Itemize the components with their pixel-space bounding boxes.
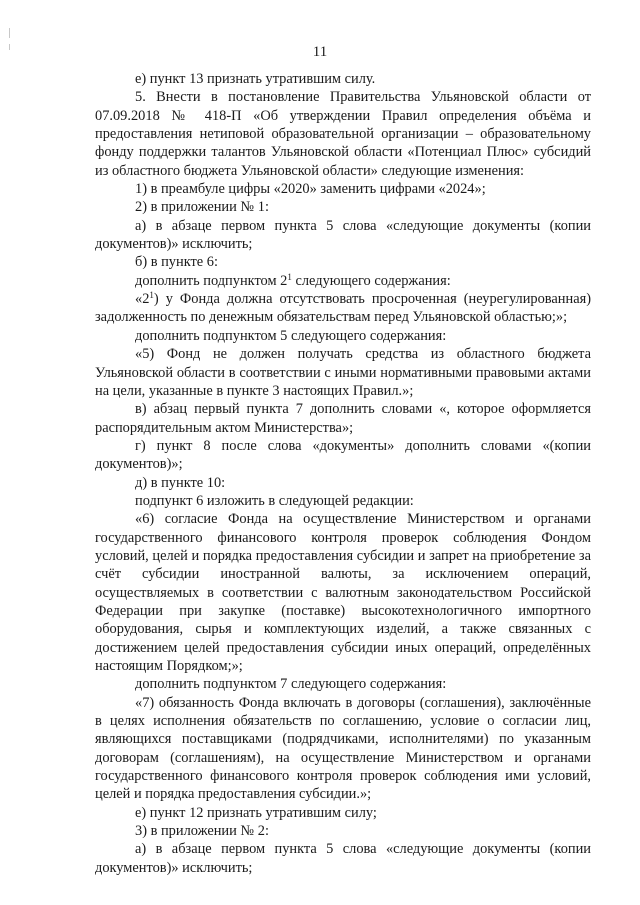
paragraph: в) абзац первый пункта 7 дополнить словами «, которое оформляется распорядительным актом Министерства»; — [95, 401, 591, 436]
paragraph: дополнить подпунктом 5 следующего содержания: — [135, 327, 447, 344]
paragraph-text: следующего содержания: — [291, 272, 451, 289]
paragraph: г) пункт 8 после слова «документы» дополнить словами «(копии документов)»; — [95, 437, 591, 473]
paragraph-text: ) у Фонда должна отсутствовать просроченная (неурегулированная) задолженность по денежным обязательствам перед Ульяновской областью;»; — [95, 291, 591, 326]
paragraph: «6) согласие Фонда на осуществление Министерством и органами государственного финансового контроля проверок соблюдения Фондом условий, целей и порядка предоставления субсидии и запрет на приобретение за счёт субсидии иностранной валюты, за исключением операций, осуществляемых в соответствии с валютным законодательством Российской Федерации при закупке (поставке) высокотехнологичного импортного оборудования, сырья и комплектующих изделий, а также связанных с достижением целей предоставления субсидии иных операций, определённых настоящим Порядком;»; — [95, 511, 591, 674]
paragraph: подпункт 6 изложить в следующей редакции: — [135, 492, 414, 509]
paragraph: 1) в преамбуле цифры «2020» заменить цифрами «2024»; — [135, 181, 486, 198]
paragraph: е) пункт 13 признать утратившим силу. — [135, 71, 376, 87]
paragraph: а) в абзаце первом пункта 5 слова «следующие документы (копии документов)» исключить; — [95, 217, 591, 253]
paragraph-text: «2 — [135, 291, 150, 308]
paragraph: «5) Фонд не должен получать средства из областного бюджета Ульяновской области в соответствии с иными нормативными правовыми актами на цели, указанные в пункте 3 настоящих Правил.»; — [95, 346, 591, 399]
paragraph: 5. Внести в постановление Правительства Ульяновской области от 07.09.2018 № 418-П «Об утверждении Правил определения объёма и предоставления нетиповой образовательной организации – образовательному фонду поддержки талантов Ульяновской области «Потенциал Плюс» субсидий из областного бюджета Ульяновской области» следующие изменения: — [95, 89, 591, 179]
paragraph — [95, 290, 591, 327]
paragraph — [95, 272, 591, 290]
superscript: 1 — [149, 290, 154, 301]
scan-edge-mark — [9, 28, 10, 38]
paragraph: «7) обязанность Фонда включать в договоры (соглашения), заключённые в целях исполнения обязательств по соглашению, условие о согласии лиц, являющихся поставщиками (подрядчиками, исполнителями) по указанным договорам (соглашениям), на осуществление Министерством и органами государственного финансового контроля проверок соблюдения ими условий, целей и порядка предоставления субсидии.»; — [95, 694, 591, 803]
paragraph: 2) в приложении № 1: — [135, 199, 269, 216]
paragraph: д) в пункте 10: — [135, 474, 226, 491]
paragraph: дополнить подпунктом 7 следующего содержания: — [135, 676, 447, 693]
paragraph: а) в абзаце первом пункта 5 слова «следующие документы (копии документов)» исключить; — [95, 841, 591, 876]
superscript: 1 — [287, 271, 292, 282]
document-body — [95, 70, 591, 877]
paragraph: б) в пункте 6: — [135, 254, 218, 271]
paragraph: е) пункт 12 признать утратившим силу; — [135, 804, 377, 821]
paragraph: 3) в приложении № 2: — [135, 823, 269, 840]
page-number: 11 — [312, 44, 328, 60]
paragraph-text: дополнить подпунктом 2 — [135, 272, 288, 289]
